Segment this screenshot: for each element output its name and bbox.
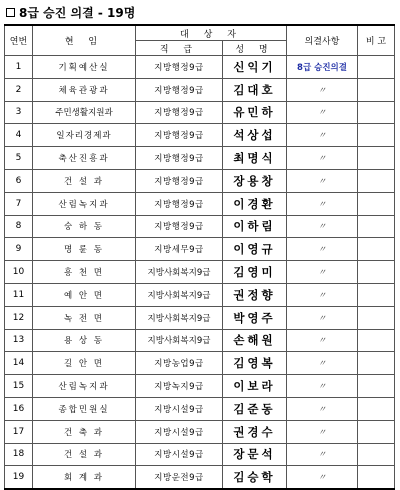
header-result: 의결사항 [287,25,358,56]
row-name: 석상섭 [223,124,287,147]
row-office: 산림녹지과 [33,375,136,398]
table-row [5,238,395,261]
row-result: 〃 [287,283,358,306]
row-no: 18 [5,443,33,466]
row-rank: 지방행정9급 [136,215,223,238]
row-no: 1 [5,56,33,79]
row-remarks [358,215,395,238]
row-remarks [358,375,395,398]
row-remarks [358,192,395,215]
row-result: 〃 [287,169,358,192]
row-name: 박영주 [223,306,287,329]
row-name: 김승학 [223,466,287,489]
row-no: 3 [5,101,33,124]
row-office: 흥 천 면 [33,261,136,284]
row-no: 16 [5,397,33,420]
row-no: 12 [5,306,33,329]
row-rank: 지방시설9급 [136,397,223,420]
row-office: 산림녹지과 [33,192,136,215]
table-row [5,101,395,124]
row-name: 최명식 [223,147,287,170]
header-target: 대 상 자 [136,25,287,41]
table-row [5,192,395,215]
row-name: 이영규 [223,238,287,261]
row-remarks [358,101,395,124]
row-rank: 지방행정9급 [136,101,223,124]
table-row [5,283,395,306]
row-name: 권정향 [223,283,287,306]
row-office: 길 안 면 [33,352,136,375]
row-rank: 지방사회복지9급 [136,329,223,352]
row-remarks [358,397,395,420]
row-no: 13 [5,329,33,352]
row-name: 이경환 [223,192,287,215]
row-result: 〃 [287,352,358,375]
row-rank: 지방행정9급 [136,147,223,170]
header-office: 현 임 [33,25,136,56]
row-result: 〃 [287,261,358,284]
row-no: 15 [5,375,33,398]
row-name: 장문석 [223,443,287,466]
row-remarks [358,420,395,443]
row-remarks [358,56,395,79]
row-rank: 지방행정9급 [136,124,223,147]
row-rank: 지방운전9급 [136,466,223,489]
row-no: 10 [5,261,33,284]
row-remarks [358,261,395,284]
section-title [6,3,135,21]
row-office: 주민생활지원과 [33,101,136,124]
row-result: 〃 [287,124,358,147]
row-rank: 지방행정9급 [136,56,223,79]
row-rank: 지방농업9급 [136,352,223,375]
row-result: 〃 [287,329,358,352]
table-row [5,466,395,489]
row-office: 예 안 면 [33,283,136,306]
row-result: 〃 [287,147,358,170]
row-remarks [358,352,395,375]
table-row [5,169,395,192]
row-office: 녹 전 면 [33,306,136,329]
row-office: 건 축 과 [33,420,136,443]
table-row [5,352,395,375]
row-name: 이보라 [223,375,287,398]
row-office: 종합민원실 [33,397,136,420]
row-remarks [358,78,395,101]
row-name: 권경수 [223,420,287,443]
row-rank: 지방사회복지9급 [136,306,223,329]
table-row [5,443,395,466]
row-office: 축산진흥과 [33,147,136,170]
table-row [5,56,395,79]
row-office: 일자리경제과 [33,124,136,147]
row-rank: 지방사회복지9급 [136,283,223,306]
header-name: 성 명 [223,41,287,56]
row-result: 〃 [287,215,358,238]
promotion-table [4,24,395,490]
table-row [5,306,395,329]
row-remarks [358,147,395,170]
table-row [5,397,395,420]
row-rank: 지방세무9급 [136,238,223,261]
section-title-text: 8급 승진 의결 - 19명 [19,5,136,20]
row-result: 〃 [287,397,358,420]
row-name: 김영미 [223,261,287,284]
row-result: 8급 승진의결 [287,56,358,79]
row-result: 〃 [287,192,358,215]
row-office: 회 계 과 [33,466,136,489]
row-name: 신익기 [223,56,287,79]
row-no: 14 [5,352,33,375]
row-office: 건 설 과 [33,169,136,192]
table-row [5,261,395,284]
row-office: 기획예산실 [33,56,136,79]
row-office: 용 상 동 [33,329,136,352]
row-remarks [358,466,395,489]
row-rank: 지방사회복지9급 [136,261,223,284]
row-name: 장용창 [223,169,287,192]
row-no: 17 [5,420,33,443]
row-remarks [358,124,395,147]
row-no: 2 [5,78,33,101]
row-rank: 지방행정9급 [136,78,223,101]
row-no: 11 [5,283,33,306]
row-no: 19 [5,466,33,489]
table-row [5,124,395,147]
row-result: 〃 [287,101,358,124]
row-remarks [358,443,395,466]
table-row [5,329,395,352]
row-remarks [358,283,395,306]
row-remarks [358,329,395,352]
table-row [5,147,395,170]
row-remarks [358,306,395,329]
row-name: 김대호 [223,78,287,101]
header-remarks: 비 고 [358,25,395,56]
row-result: 〃 [287,443,358,466]
table-row [5,375,395,398]
row-office: 숭 하 동 [33,215,136,238]
row-no: 6 [5,169,33,192]
row-no: 9 [5,238,33,261]
row-name: 손해원 [223,329,287,352]
row-no: 8 [5,215,33,238]
row-no: 5 [5,147,33,170]
checkbox-square-icon [6,8,15,17]
header-rank: 직 급 [136,41,223,56]
row-rank: 지방시설9급 [136,420,223,443]
row-result: 〃 [287,375,358,398]
row-result: 〃 [287,420,358,443]
row-rank: 지방행정9급 [136,192,223,215]
table-row [5,78,395,101]
row-no: 4 [5,124,33,147]
row-no: 7 [5,192,33,215]
table-row [5,420,395,443]
row-office: 건 설 과 [33,443,136,466]
row-office: 체육관광과 [33,78,136,101]
table-row [5,215,395,238]
row-name: 유민하 [223,101,287,124]
row-result: 〃 [287,78,358,101]
row-name: 이하림 [223,215,287,238]
row-name: 김영복 [223,352,287,375]
header-no: 연번 [5,25,33,56]
row-result: 〃 [287,306,358,329]
row-office: 명 륜 동 [33,238,136,261]
row-name: 김준동 [223,397,287,420]
row-result: 〃 [287,238,358,261]
row-remarks [358,169,395,192]
row-rank: 지방행정9급 [136,169,223,192]
row-remarks [358,238,395,261]
row-result: 〃 [287,466,358,489]
row-rank: 지방녹지9급 [136,375,223,398]
row-rank: 지방시설9급 [136,443,223,466]
